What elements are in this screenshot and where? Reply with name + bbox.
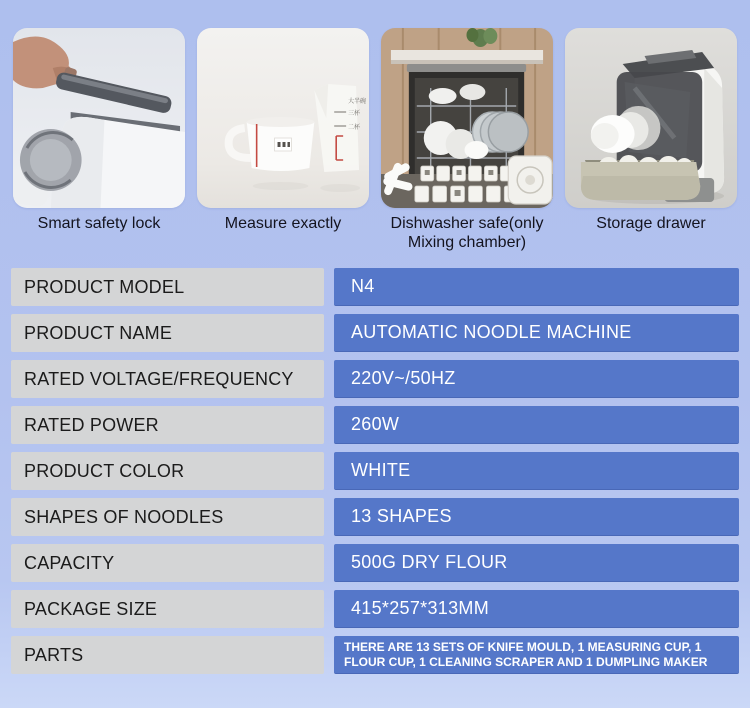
spec-label: PARTS: [11, 636, 324, 674]
feature-measure-exactly: [197, 28, 369, 258]
spec-row-shapes-of-noodles: [11, 498, 739, 536]
svg-text:二杯: 二杯: [348, 123, 361, 132]
feature-caption-measure-exactly: Measure exactly: [224, 215, 342, 232]
spec-value: THERE ARE 13 SETS OF KNIFE MOULD, 1 MEASURING CUP, 1 FLOUR CUP, 1 CLEANING SCRAPER AND 1 DUMPLING MAKER: [334, 636, 739, 674]
spec-value: 260W: [334, 406, 739, 444]
dishwasher-safe-illustration: [381, 28, 553, 208]
svg-text:大半碗: 大半碗: [348, 97, 366, 106]
spec-value: N4: [334, 268, 739, 306]
spec-label: CAPACITY: [11, 544, 324, 582]
feature-caption-dishwasher-safe: Dishwasher safe(only Mixing chamber): [390, 215, 544, 251]
spec-label: PACKAGE SIZE: [11, 590, 324, 628]
spec-value: WHITE: [334, 452, 739, 490]
spec-row-parts: [11, 636, 739, 674]
spec-value: 220V~/50HZ: [334, 360, 739, 398]
dishwasher-safe-photo: [381, 28, 553, 208]
drawer-shape: [581, 155, 714, 202]
spec-row-package-size: [11, 590, 739, 628]
spec-row-capacity: [11, 544, 739, 582]
feature-storage-drawer: [565, 28, 737, 258]
storage-drawer-photo: [565, 28, 737, 208]
storage-drawer-illustration: [565, 28, 737, 208]
spec-value: AUTOMATIC NOODLE MACHINE: [334, 314, 739, 352]
spec-value: 500G DRY FLOUR: [334, 544, 739, 582]
smart-safety-lock-illustration: [13, 28, 185, 208]
spec-row-rated-voltage-frequency: [11, 360, 739, 398]
spec-label: PRODUCT NAME: [11, 314, 324, 352]
spec-table: [11, 268, 739, 674]
mixing-chamber-shape: [508, 156, 552, 204]
smart-safety-lock-photo: [13, 28, 185, 208]
spec-label: RATED VOLTAGE/FREQUENCY: [11, 360, 324, 398]
spec-row-product-color: [11, 452, 739, 490]
spec-label: SHAPES OF NOODLES: [11, 498, 324, 536]
spec-label: PRODUCT COLOR: [11, 452, 324, 490]
feature-gallery: [0, 0, 750, 258]
spec-value: 13 SHAPES: [334, 498, 739, 536]
spec-label: RATED POWER: [11, 406, 324, 444]
spec-row-rated-power: [11, 406, 739, 444]
spec-row-product-name: [11, 314, 739, 352]
spec-label: PRODUCT MODEL: [11, 268, 324, 306]
feature-dishwasher-safe: [381, 28, 553, 258]
feature-smart-safety-lock: [13, 28, 185, 258]
measure-exactly-illustration: [197, 28, 369, 208]
spec-value: 415*257*313MM: [334, 590, 739, 628]
measure-exactly-photo: [197, 28, 369, 208]
svg-text:三杯: 三杯: [348, 109, 361, 118]
spec-row-product-model: [11, 268, 739, 306]
feature-caption-smart-safety-lock: Smart safety lock: [37, 215, 161, 232]
feature-caption-storage-drawer: Storage drawer: [596, 215, 706, 232]
